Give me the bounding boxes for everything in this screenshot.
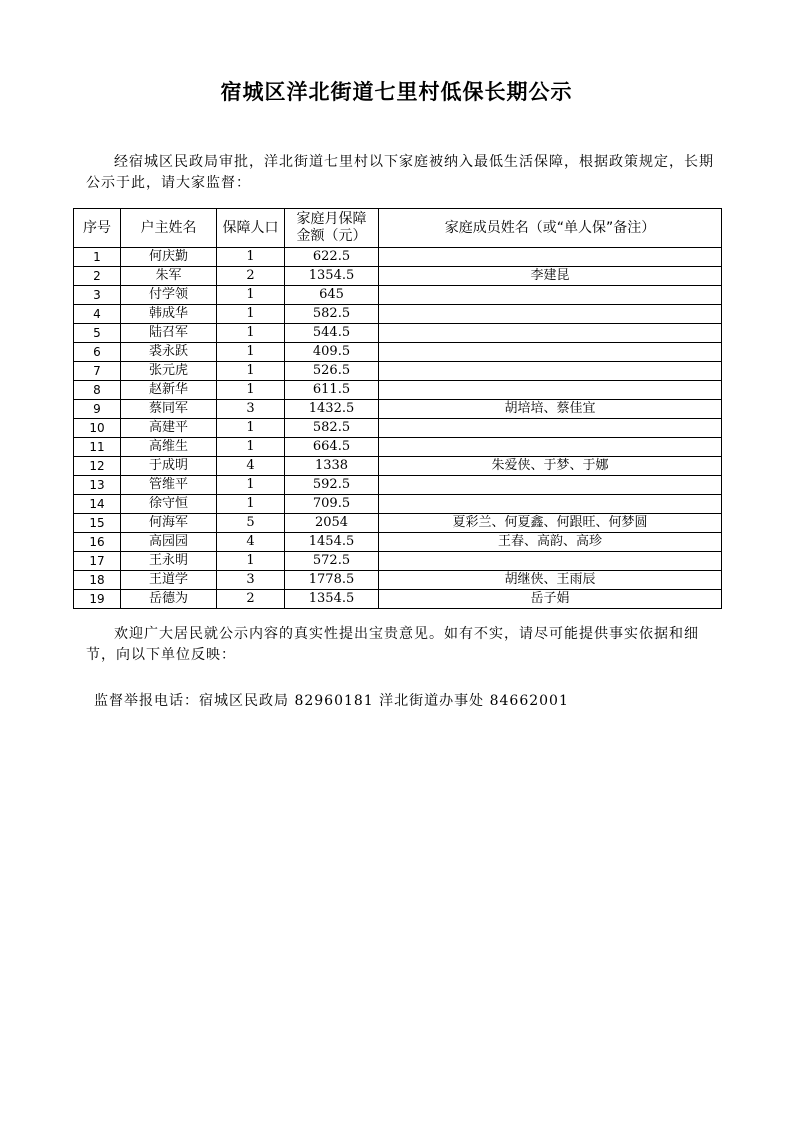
- cell-no: 10: [74, 419, 121, 438]
- cell-family-members: [379, 552, 722, 571]
- contact-line: 监督举报电话：宿城区民政局 82960181 洋北街道办事处 84662001: [94, 693, 569, 709]
- cell-covered-persons: 1: [217, 343, 285, 362]
- cell-no: 6: [74, 343, 121, 362]
- cell-householder-name: 高建平: [121, 419, 217, 438]
- cell-no: 8: [74, 381, 121, 400]
- table-row: [74, 533, 722, 552]
- cell-family-members: [379, 362, 722, 381]
- cell-no: 5: [74, 324, 121, 343]
- header-family-members: 家庭成员姓名（或“单人保”备注）: [379, 209, 722, 248]
- cell-householder-name: 王永明: [121, 552, 217, 571]
- table-row: [74, 457, 722, 476]
- cell-householder-name: 裘永跃: [121, 343, 217, 362]
- table-row: [74, 267, 722, 286]
- table-body: [74, 248, 722, 609]
- header-no: 序号: [74, 209, 121, 248]
- cell-householder-name: 赵新华: [121, 381, 217, 400]
- cell-family-members: [379, 324, 722, 343]
- subsistence-allowance-table: [73, 208, 722, 609]
- table-row: [74, 343, 722, 362]
- cell-householder-name: 王道学: [121, 571, 217, 590]
- cell-covered-persons: 1: [217, 552, 285, 571]
- table-header-row: [74, 209, 722, 248]
- cell-no: 19: [74, 590, 121, 609]
- cell-no: 18: [74, 571, 121, 590]
- table-row: [74, 381, 722, 400]
- cell-householder-name: 徐守恒: [121, 495, 217, 514]
- cell-no: 9: [74, 400, 121, 419]
- cell-covered-persons: 5: [217, 514, 285, 533]
- cell-householder-name: 高园园: [121, 533, 217, 552]
- cell-monthly-amount: 1354.5: [285, 590, 379, 609]
- cell-family-members: 胡继侠、王雨辰: [379, 571, 722, 590]
- cell-covered-persons: 4: [217, 457, 285, 476]
- cell-no: 14: [74, 495, 121, 514]
- cell-monthly-amount: 582.5: [285, 305, 379, 324]
- cell-no: 2: [74, 267, 121, 286]
- header-covered-persons: 保障人口: [217, 209, 285, 248]
- cell-family-members: 夏彩兰、何夏鑫、何跟旺、何梦圆: [379, 514, 722, 533]
- cell-family-members: [379, 286, 722, 305]
- cell-householder-name: 何海军: [121, 514, 217, 533]
- cell-householder-name: 朱军: [121, 267, 217, 286]
- cell-householder-name: 管维平: [121, 476, 217, 495]
- table-row: [74, 495, 722, 514]
- header-monthly-amount: [285, 209, 379, 248]
- table-row: [74, 419, 722, 438]
- header-monthly-amount-line1: 家庭月保障: [296, 211, 367, 227]
- table-row: [74, 514, 722, 533]
- cell-householder-name: 张元虎: [121, 362, 217, 381]
- cell-monthly-amount: 1454.5: [285, 533, 379, 552]
- cell-family-members: 李建昆: [379, 267, 722, 286]
- document-title: 宿城区洋北街道七里村低保长期公示: [220, 80, 573, 104]
- cell-covered-persons: 1: [217, 495, 285, 514]
- cell-no: 12: [74, 457, 121, 476]
- cell-householder-name: 高维生: [121, 438, 217, 457]
- cell-monthly-amount: 582.5: [285, 419, 379, 438]
- cell-monthly-amount: 645: [285, 286, 379, 305]
- cell-family-members: [379, 343, 722, 362]
- cell-householder-name: 韩成华: [121, 305, 217, 324]
- cell-covered-persons: 1: [217, 476, 285, 495]
- cell-householder-name: 于成明: [121, 457, 217, 476]
- table-row: [74, 362, 722, 381]
- cell-covered-persons: 1: [217, 381, 285, 400]
- cell-family-members: [379, 381, 722, 400]
- cell-family-members: 胡培培、蔡佳宜: [379, 400, 722, 419]
- cell-no: 3: [74, 286, 121, 305]
- cell-householder-name: 何庆勤: [121, 248, 217, 267]
- cell-householder-name: 付学领: [121, 286, 217, 305]
- cell-no: 16: [74, 533, 121, 552]
- cell-monthly-amount: 1778.5: [285, 571, 379, 590]
- cell-monthly-amount: 409.5: [285, 343, 379, 362]
- cell-covered-persons: 2: [217, 590, 285, 609]
- cell-covered-persons: 1: [217, 324, 285, 343]
- cell-covered-persons: 1: [217, 362, 285, 381]
- table-row: [74, 400, 722, 419]
- cell-monthly-amount: 622.5: [285, 248, 379, 267]
- cell-family-members: [379, 305, 722, 324]
- table-row: [74, 590, 722, 609]
- cell-covered-persons: 2: [217, 267, 285, 286]
- table-row: [74, 305, 722, 324]
- table-row: [74, 248, 722, 267]
- cell-family-members: [379, 248, 722, 267]
- table-row: [74, 286, 722, 305]
- table-row: [74, 324, 722, 343]
- cell-monthly-amount: 1432.5: [285, 400, 379, 419]
- cell-monthly-amount: 709.5: [285, 495, 379, 514]
- outro-paragraph: [86, 624, 726, 666]
- cell-covered-persons: 1: [217, 419, 285, 438]
- cell-family-members: 王春、高韵、高珍: [379, 533, 722, 552]
- cell-family-members: [379, 495, 722, 514]
- outro-text: 欢迎广大居民就公示内容的真实性提出宝贵意见。如有不实，请尽可能提供事实依据和细节，向以下单位反映：: [86, 626, 699, 663]
- intro-text: 经宿城区民政局审批，洋北街道七里村以下家庭被纳入最低生活保障，根据政策规定，长期公示于此，请大家监督：: [86, 154, 714, 191]
- cell-householder-name: 陆召军: [121, 324, 217, 343]
- cell-family-members: 朱爱侠、于梦、于娜: [379, 457, 722, 476]
- cell-covered-persons: 1: [217, 438, 285, 457]
- cell-monthly-amount: 544.5: [285, 324, 379, 343]
- cell-no: 4: [74, 305, 121, 324]
- cell-monthly-amount: 592.5: [285, 476, 379, 495]
- cell-covered-persons: 3: [217, 571, 285, 590]
- cell-covered-persons: 1: [217, 286, 285, 305]
- cell-covered-persons: 3: [217, 400, 285, 419]
- cell-householder-name: 岳德为: [121, 590, 217, 609]
- cell-no: 1: [74, 248, 121, 267]
- header-monthly-amount-line2: 金额（元）: [296, 228, 367, 244]
- cell-family-members: [379, 438, 722, 457]
- cell-no: 11: [74, 438, 121, 457]
- intro-paragraph: [86, 152, 726, 194]
- table-row: [74, 552, 722, 571]
- cell-no: 17: [74, 552, 121, 571]
- cell-monthly-amount: 1338: [285, 457, 379, 476]
- cell-no: 7: [74, 362, 121, 381]
- cell-family-members: [379, 476, 722, 495]
- header-householder-name: 户主姓名: [121, 209, 217, 248]
- table-row: [74, 438, 722, 457]
- cell-family-members: 岳子娟: [379, 590, 722, 609]
- cell-monthly-amount: 611.5: [285, 381, 379, 400]
- cell-covered-persons: 1: [217, 305, 285, 324]
- cell-monthly-amount: 572.5: [285, 552, 379, 571]
- cell-householder-name: 蔡同军: [121, 400, 217, 419]
- cell-monthly-amount: 1354.5: [285, 267, 379, 286]
- cell-monthly-amount: 526.5: [285, 362, 379, 381]
- cell-monthly-amount: 664.5: [285, 438, 379, 457]
- cell-covered-persons: 1: [217, 248, 285, 267]
- table-row: [74, 571, 722, 590]
- cell-monthly-amount: 2054: [285, 514, 379, 533]
- cell-no: 13: [74, 476, 121, 495]
- table-row: [74, 476, 722, 495]
- cell-covered-persons: 4: [217, 533, 285, 552]
- cell-no: 15: [74, 514, 121, 533]
- cell-family-members: [379, 419, 722, 438]
